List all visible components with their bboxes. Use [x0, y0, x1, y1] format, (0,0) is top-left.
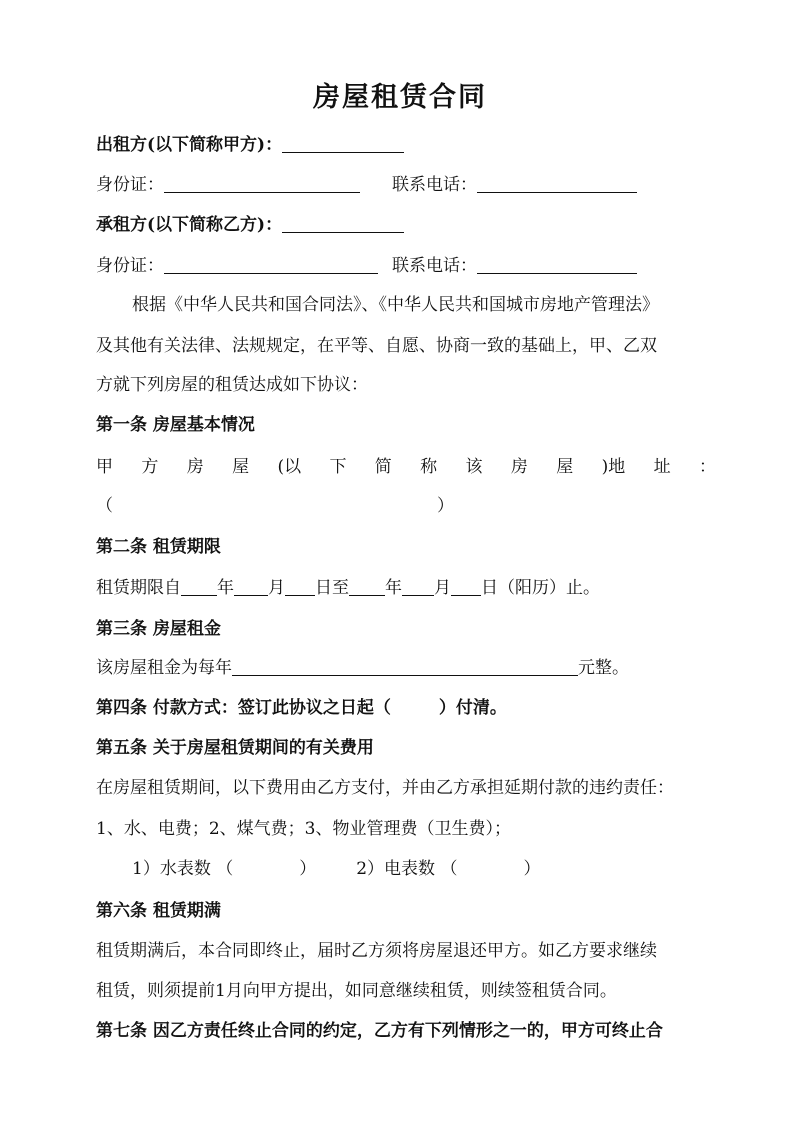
article-1-address-blank[interactable]	[96, 494, 454, 518]
article-6-title: 第六条 租赁期满	[96, 901, 221, 921]
day-to-label: 日至	[315, 578, 349, 598]
party-a-phone-label: 联系电话：	[392, 175, 477, 195]
address-char: 下	[329, 457, 347, 477]
party-a-id-line	[96, 173, 637, 197]
paren-close: ）	[523, 859, 541, 879]
party-a-id-blank[interactable]	[164, 174, 360, 193]
party-a-blank[interactable]	[282, 134, 404, 153]
address-char: 该	[465, 457, 483, 477]
article-6-line-1: 租赁期满后，本合同即终止，届时乙方须将房屋退还甲方。如乙方要求继续	[96, 941, 657, 961]
address-char: 址	[653, 457, 671, 477]
rent-suffix: 元整。	[578, 658, 629, 678]
paren-close: ）	[299, 859, 317, 879]
start-month-blank[interactable]	[234, 577, 268, 596]
article-3-title: 第三条 房屋租金	[96, 619, 221, 639]
electric-meter-label: 2）电表数 （	[356, 859, 458, 879]
article-4-line	[96, 696, 507, 720]
party-b-id-blank[interactable]	[164, 255, 378, 274]
party-a-label: 出租方(以下简称甲方)：	[96, 135, 283, 155]
term-label: 租赁期限自	[96, 578, 181, 598]
rent-label: 该房屋租金为每年	[96, 658, 232, 678]
party-a-phone-blank[interactable]	[477, 174, 637, 193]
party-b-id-line	[96, 254, 637, 278]
party-b-blank[interactable]	[282, 214, 404, 233]
address-char: 房	[510, 457, 528, 477]
paren-open: （	[96, 496, 113, 516]
end-year-blank[interactable]	[349, 577, 385, 596]
meter-readings-line	[132, 857, 540, 881]
party-b-label: 承租方(以下简称乙方)：	[96, 215, 283, 235]
address-char: 甲	[96, 457, 113, 477]
address-char: )地	[601, 457, 626, 477]
party-b-id-label: 身份证：	[96, 256, 164, 276]
month-label: 月	[268, 578, 285, 598]
end-day-blank[interactable]	[451, 577, 481, 596]
address-char: 房	[186, 457, 204, 477]
year-label: 年	[385, 578, 402, 598]
intro-line-1: 根据《中华人民共和国合同法》、《中华人民共和国城市房地产管理法》	[132, 295, 659, 315]
party-b-phone-label: 联系电话：	[392, 256, 477, 276]
address-char: 方	[141, 457, 159, 477]
article-5-line-2: 1、水、电费；2、煤气费；3、物业管理费（卫生费）；	[96, 819, 511, 839]
address-char: 屋	[232, 457, 250, 477]
intro-line-2: 及其他有关法律、法规规定，在平等、自愿、协商一致的基础上，甲、乙双	[96, 336, 657, 356]
year-label: 年	[217, 578, 234, 598]
article-4-text: 第四条 付款方式：签订此协议之日起（	[96, 698, 391, 718]
intro-line-3: 方就下列房屋的租赁达成如下协议：	[96, 375, 368, 395]
article-4-suffix: ）付清。	[438, 698, 507, 718]
article-5-line-1: 在房屋租赁期间，以下费用由乙方支付，并由乙方承担延期付款的违约责任：	[96, 778, 674, 798]
article-2-title: 第二条 租赁期限	[96, 537, 221, 557]
party-a-id-label: 身份证：	[96, 175, 164, 195]
address-char: 称	[420, 457, 438, 477]
party-b-phone-blank[interactable]	[477, 255, 637, 274]
article-1-address-line	[96, 455, 716, 479]
start-day-blank[interactable]	[285, 577, 315, 596]
address-char: (以	[277, 457, 302, 477]
address-char: 屋	[556, 457, 574, 477]
address-char: ：	[698, 457, 716, 477]
month-label: 月	[434, 578, 451, 598]
article-6-line-2: 租赁，则须提前1月向甲方提出，如同意继续租赁，则续签租赁合同。	[96, 981, 617, 1001]
start-year-blank[interactable]	[181, 577, 217, 596]
party-b-line	[96, 213, 404, 237]
term-end-label: 日（阳历）止。	[481, 578, 600, 598]
end-month-blank[interactable]	[402, 577, 434, 596]
article-1-title: 第一条 房屋基本情况	[96, 415, 255, 435]
address-char: 简	[374, 457, 392, 477]
article-2-term-line	[96, 576, 600, 600]
water-meter-label: 1）水表数 （	[132, 859, 234, 879]
party-a-line	[96, 133, 404, 157]
page-title: 房屋租赁合同	[313, 82, 487, 113]
article-3-rent-line	[96, 656, 629, 680]
rent-amount-blank[interactable]	[232, 657, 578, 676]
article-7-title: 第七条 因乙方责任终止合同的约定，乙方有下列情形之一的，甲方可终止合	[96, 1021, 663, 1041]
paren-close: ）	[437, 496, 454, 516]
article-5-title: 第五条 关于房屋租赁期间的有关费用	[96, 738, 374, 758]
